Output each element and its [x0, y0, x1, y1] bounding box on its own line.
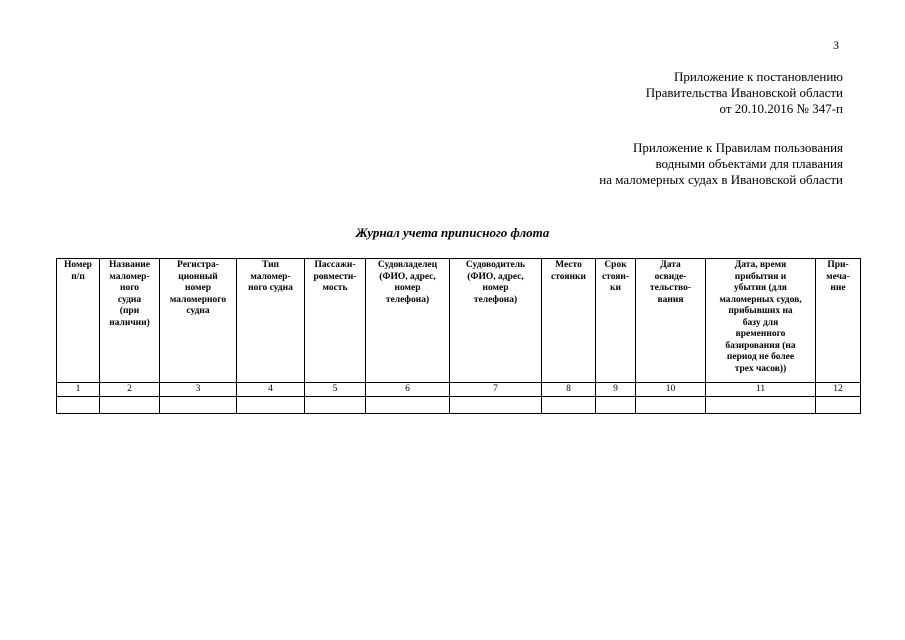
document-title: Журнал учета приписного флота [355, 225, 550, 240]
table-cell[interactable] [160, 397, 237, 414]
column-header-line: номер [482, 283, 509, 293]
column-number: 4 [237, 383, 305, 397]
column-header-line: базу для [742, 317, 779, 328]
column-header-line: маломер- [109, 271, 150, 282]
appendix-reference-decree [646, 69, 843, 117]
column-header [100, 259, 160, 383]
column-number-row [57, 383, 861, 397]
column-header-line: ние [830, 283, 846, 293]
column-header-line: период не более [726, 352, 795, 362]
page-number: 3 [833, 38, 839, 52]
column-header-line: (ФИО, адрес, [379, 271, 436, 282]
column-header-line: ного судна [248, 283, 293, 293]
fleet-journal-table [56, 258, 861, 414]
column-header-line: Номер [64, 260, 92, 270]
column-header-line: Дата, время [734, 260, 787, 270]
column-header-line: освиде- [654, 271, 687, 282]
appendix-line: Правительства Ивановской области [645, 85, 843, 100]
column-header-line: маломерного [169, 294, 227, 305]
column-header-line: маломерных судов, [719, 294, 802, 305]
column-header-line: вания [657, 294, 684, 305]
table-cell[interactable] [366, 397, 450, 414]
column-header-line: Регистра- [177, 260, 219, 270]
table-cell[interactable] [237, 397, 305, 414]
column-header [816, 259, 861, 383]
column-header [596, 259, 636, 383]
table-cell[interactable] [706, 397, 816, 414]
column-header-line: убытия (для [734, 283, 787, 293]
appendix-line: Приложение к Правилам пользования [633, 140, 843, 155]
column-number: 1 [57, 383, 100, 397]
appendix-line: водными объектами для плавания [655, 156, 843, 171]
column-header-line: (при [119, 306, 140, 316]
column-header-line: При- [827, 260, 849, 270]
column-header-line: ровмести- [313, 271, 357, 282]
column-number: 6 [366, 383, 450, 397]
column-header-line: Название [108, 260, 150, 270]
column-header-line: прибытия и [734, 271, 787, 282]
appendix-line: от 20.10.2016 № 347-п [719, 101, 843, 116]
column-number: 7 [450, 383, 542, 397]
column-number: 8 [542, 383, 596, 397]
column-header-line: базирования (на [725, 340, 796, 351]
column-header [366, 259, 450, 383]
column-header [305, 259, 366, 383]
column-header-line: Пассажи- [314, 260, 356, 270]
column-header [237, 259, 305, 383]
column-header-line: трех часов)) [734, 363, 787, 374]
column-header-line: ки [610, 283, 621, 293]
column-header-line: судна [186, 306, 210, 316]
column-header-line: стоянки [551, 271, 586, 282]
column-header-line: Место [555, 260, 582, 270]
column-header-line: ного [119, 283, 140, 293]
table-cell[interactable] [816, 397, 861, 414]
column-header-line: Дата [660, 260, 681, 270]
table-header-row [57, 259, 861, 383]
column-number: 10 [636, 383, 706, 397]
column-header-line: номер [184, 283, 211, 293]
column-header [160, 259, 237, 383]
column-header-line: Тип [261, 260, 280, 270]
column-header-line: наличии) [109, 317, 150, 328]
column-header-line: мость [322, 283, 348, 293]
column-number: 2 [100, 383, 160, 397]
column-header-line: Срок [604, 260, 627, 270]
column-header-line: Судоводитель [465, 260, 526, 270]
table-cell[interactable] [596, 397, 636, 414]
table-row [57, 397, 861, 414]
column-header [450, 259, 542, 383]
column-header [542, 259, 596, 383]
column-header-line: прибывших на [728, 306, 793, 316]
column-header-line: п/п [71, 271, 85, 282]
column-number: 11 [706, 383, 816, 397]
column-header-line: временного [735, 329, 786, 339]
column-header-line: стоян- [601, 271, 630, 282]
column-header-line: ционный [178, 271, 218, 282]
column-header-line: телефона) [385, 294, 430, 305]
table-cell[interactable] [542, 397, 596, 414]
table-cell[interactable] [57, 397, 100, 414]
column-header-line: номер [394, 283, 421, 293]
table-cell[interactable] [305, 397, 366, 414]
appendix-line: Приложение к постановлению [673, 69, 843, 84]
appendix-line: на маломерных судах в Ивановской области [599, 172, 843, 187]
column-header-line: маломер- [250, 271, 291, 282]
column-number: 3 [160, 383, 237, 397]
column-number: 5 [305, 383, 366, 397]
column-header [636, 259, 706, 383]
column-header [57, 259, 100, 383]
column-header [706, 259, 816, 383]
column-header-line: Судовладелец [377, 260, 438, 270]
table-cell[interactable] [100, 397, 160, 414]
column-number: 12 [816, 383, 861, 397]
column-header-line: (ФИО, адрес, [467, 271, 524, 282]
appendix-reference-rules [599, 140, 843, 188]
column-number: 9 [596, 383, 636, 397]
column-header-line: судна [117, 294, 142, 305]
column-header-line: меча- [826, 271, 850, 282]
table-cell[interactable] [636, 397, 706, 414]
column-header-line: тельство- [649, 283, 692, 293]
column-header-line: телефона) [473, 294, 518, 305]
table-cell[interactable] [450, 397, 542, 414]
